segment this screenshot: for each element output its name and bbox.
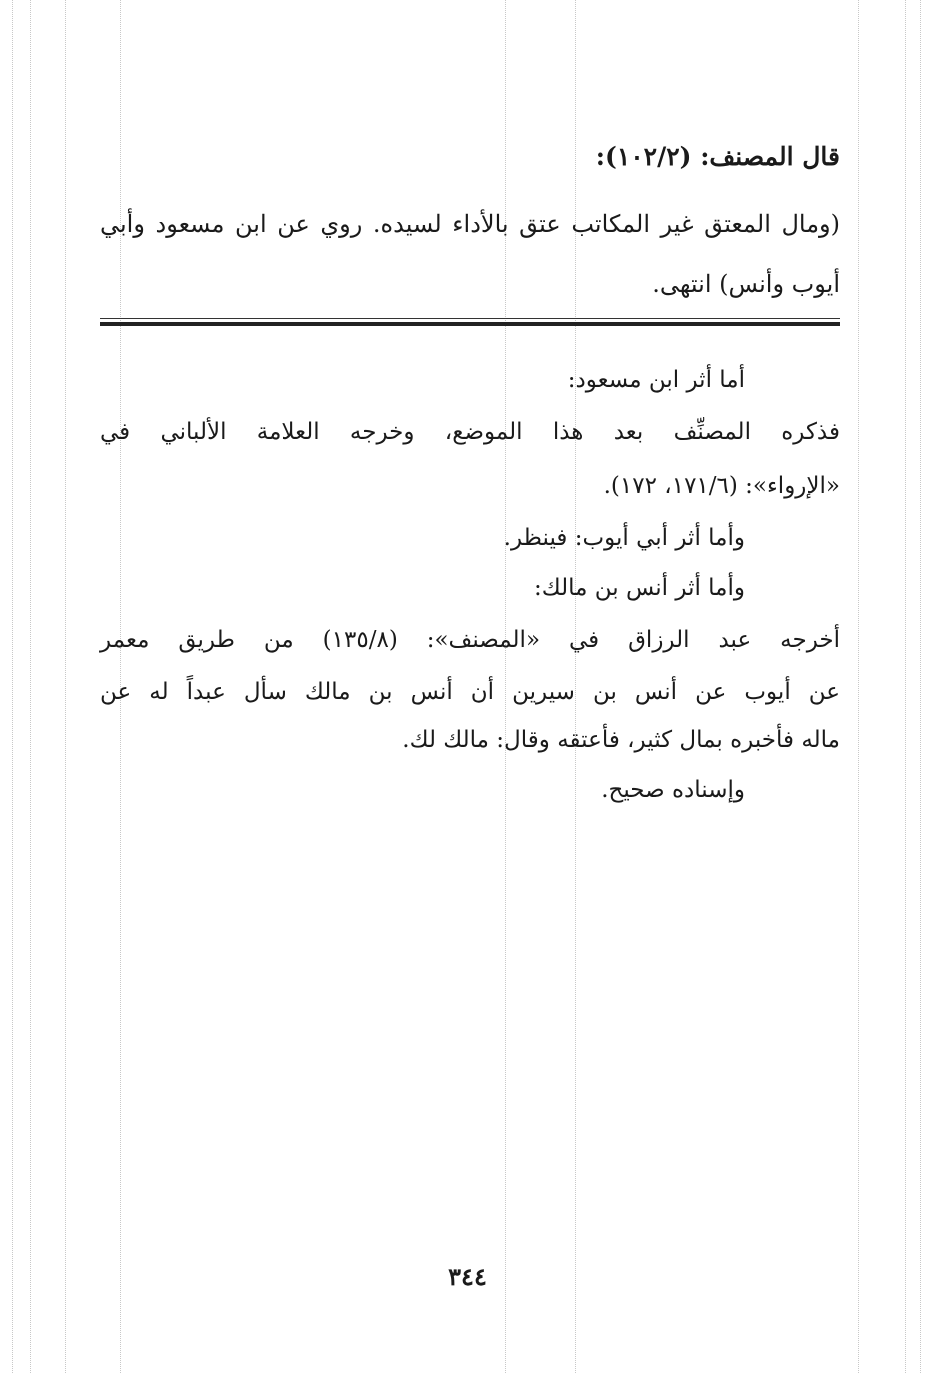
anas-body-line: عن أيوب عن أنس بن سيرين أن أنس بن مالك سأل عبداً له عن	[100, 679, 840, 705]
section-divider	[100, 318, 840, 326]
page-number: ٣٤٤	[448, 1262, 487, 1291]
scan-guide-line	[920, 0, 921, 1373]
scan-guide-line	[30, 0, 31, 1373]
isnad-statement: وإسناده صحيح.	[601, 777, 745, 803]
scan-guide-line	[65, 0, 66, 1373]
ibn-masud-body-line: «الإرواء»: (١٧١/٦، ١٧٢).	[603, 473, 840, 499]
author-quote: (ومال المعتق غير المكاتب عتق بالأداء لسيده. روي عن ابن مسعود وأبي أيوب وأنس) انتهى.	[100, 210, 841, 298]
book-page	[95, 0, 840, 1373]
anas-body-line: ماله فأخبره بمال كثير، فأعتقه وقال: مالك لك.	[402, 727, 840, 753]
abu-ayyub-paragraph: وأما أثر أبي أيوب: فينظر.	[503, 525, 745, 551]
anas-heading: وأما أثر أنس بن مالك:	[533, 575, 745, 601]
anas-body-line: أخرجه عبد الرزاق في «المصنف»: (١٣٥/٨) من طريق معمر	[100, 627, 840, 653]
divider-thick-line	[100, 322, 840, 326]
scan-guide-line	[905, 0, 906, 1373]
ibn-masud-heading: أما أثر ابن مسعود:	[567, 367, 745, 393]
scan-guide-line	[12, 0, 13, 1373]
ibn-masud-body-line: فذكره المصنِّف بعد هذا الموضع، وخرجه العلامة الألباني في	[100, 419, 840, 445]
divider-thin-line	[100, 318, 840, 319]
scan-guide-line	[858, 0, 859, 1373]
author-quote-heading: قال المصنف: (١٠٢/٢):	[595, 142, 840, 171]
